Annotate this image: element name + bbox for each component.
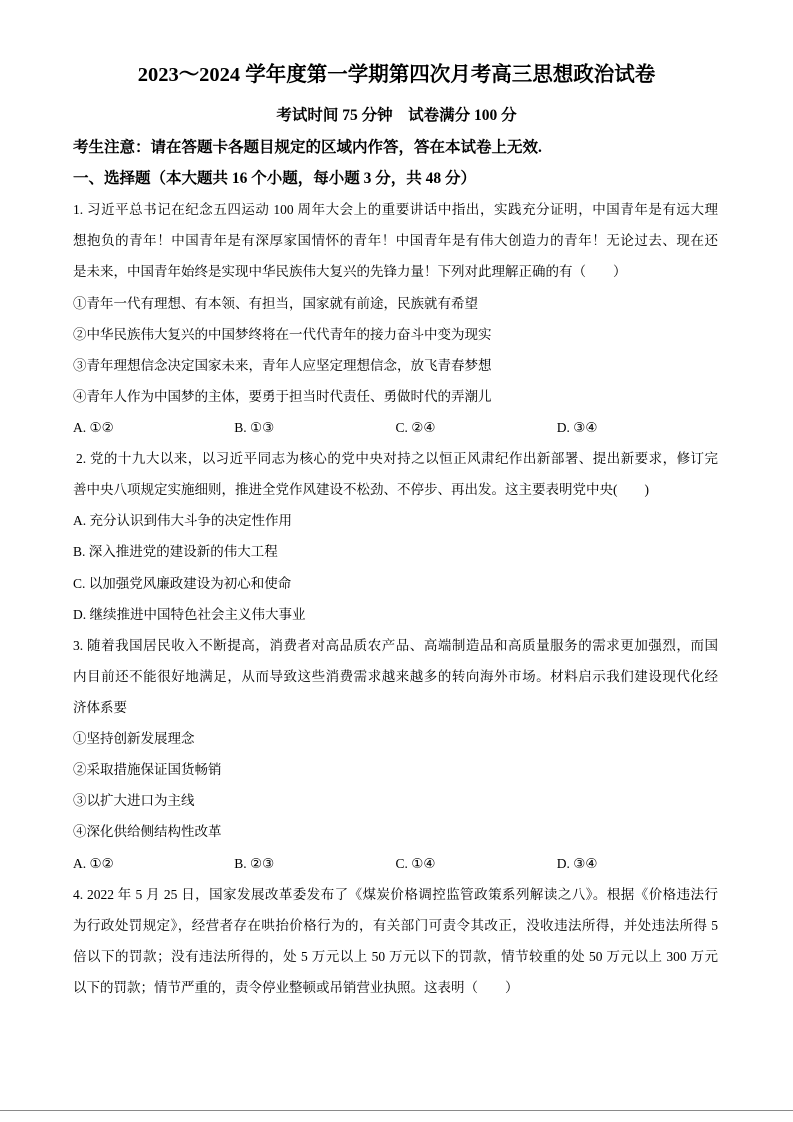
section-heading: 一、选择题（本大题共 16 个小题，每小题 3 分，共 48 分） [73, 170, 477, 188]
question-1-stem-line: 是未来，中国青年始终是实现中华民族伟大复兴的先锋力量！下列对此理解正确的有（ ） [73, 264, 627, 280]
question-1-choices [73, 412, 718, 443]
candidate-notice: 考生注意：请在答题卡各题目规定的区域内作答，答在本试卷上无效. [73, 139, 542, 156]
question-4-stem-line: 倍以下的罚款；没有违法所得的，处 5 万元以上 50 万元以下的罚款，情节较重的处 50 万元以上 300 万元 [73, 948, 718, 964]
question-1-choice-b: B. ①③ [234, 419, 275, 435]
question-4-stem-line: 以下的罚款；情节严重的，责令停业整顿或吊销营业执照。这表明（ ） [73, 979, 519, 995]
question-3-stem-line: 3. 随着我国居民收入不断提高，消费者对高品质农产品、高端制造品和高质量服务的需求更加强烈，而国 [73, 637, 718, 653]
question-1-choice-d: D. ③④ [556, 419, 598, 435]
question-1-statement-1: ①青年一代有理想、有本领、有担当，国家就有前途，民族就有希望 [73, 295, 478, 311]
question-2-stem-line: 善中央八项规定实施细则，推进全党作风建设不松劲、不停步、再出发。这主要表明党中央( ) [73, 482, 649, 498]
question-1 [73, 194, 718, 443]
question-4 [73, 879, 718, 1003]
question-1-statement-3: ③青年理想信念决定国家未来，青年人应坚定理想信念，放飞青春梦想 [73, 357, 492, 373]
question-4-stem-line: 为行政处罚规定》，经营者存在哄抬价格行为的，有关部门可责令其改正，没收违法所得，并处违法所得 5 [73, 917, 718, 933]
question-4-stem-line: 4. 2022 年 5 月 25 日，国家发展改革委发布了《煤炭价格调控监管政策系列解读之八》。根据《价格违法行 [73, 886, 718, 902]
exam-body [73, 132, 718, 1003]
question-2-choice-b: B. 深入推进党的建设新的伟大工程 [73, 544, 278, 560]
page-bottom-rule [0, 1110, 793, 1111]
question-1-statement-2: ②中华民族伟大复兴的中国梦终将在一代代青年的接力奋斗中变为现实 [73, 326, 492, 342]
question-3-choice-b: B. ②③ [234, 855, 275, 871]
question-1-statement-4: ④青年人作为中国梦的主体，要勇于担当时代责任、勇做时代的弄潮儿 [73, 388, 492, 404]
question-3-statement-2: ②采取措施保证国货畅销 [73, 762, 222, 778]
question-2-choice-d: D. 继续推进中国特色社会主义伟大事业 [73, 606, 306, 622]
question-1-choice-a: A. ①② [73, 419, 114, 435]
question-2-choice-c: C. 以加强党风廉政建设为初心和使命 [73, 575, 292, 591]
question-2-choice-a: A. 充分认识到伟大斗争的决定性作用 [73, 513, 292, 529]
question-1-stem-line: 想抱负的青年！中国青年是有深厚家国情怀的青年！中国青年是有伟大创造力的青年！无论过去、现在还 [73, 233, 718, 249]
question-1-choice-c: C. ②④ [395, 419, 436, 435]
question-2-stem-line: 2. 党的十九大以来，以习近平同志为核心的党中央对持之以恒正风肃纪作出新部署、提出新要求，修订完 [76, 451, 718, 467]
exam-subtitle: 考试时间 75 分钟 试卷满分 100 分 [276, 107, 517, 124]
question-3-stem-line: 济体系要 [73, 699, 127, 715]
question-3-choice-a: A. ①② [73, 855, 114, 871]
question-3-choice-c: C. ①④ [395, 855, 436, 871]
question-1-stem-line: 1. 习近平总书记在纪念五四运动 100 周年大会上的重要讲话中指出，实践充分证明，中国青年是有远大理 [73, 202, 718, 218]
question-3 [73, 630, 718, 879]
question-3-choice-d: D. ③④ [556, 855, 598, 871]
question-3-statement-3: ③以扩大进口为主线 [73, 793, 195, 809]
question-3-choices [73, 848, 718, 879]
question-3-statement-4: ④深化供给侧结构性改革 [73, 824, 222, 840]
exam-title: 2023～2024 学年度第一学期第四次月考高三思想政治试卷 [137, 64, 656, 86]
question-2 [73, 443, 718, 630]
question-3-stem-line: 内目前还不能很好地满足，从而导致这些消费需求越来越多的转向海外市场。材料启示我们建设现代化经 [73, 668, 718, 684]
question-3-statement-1: ①坚持创新发展理念 [73, 731, 195, 747]
